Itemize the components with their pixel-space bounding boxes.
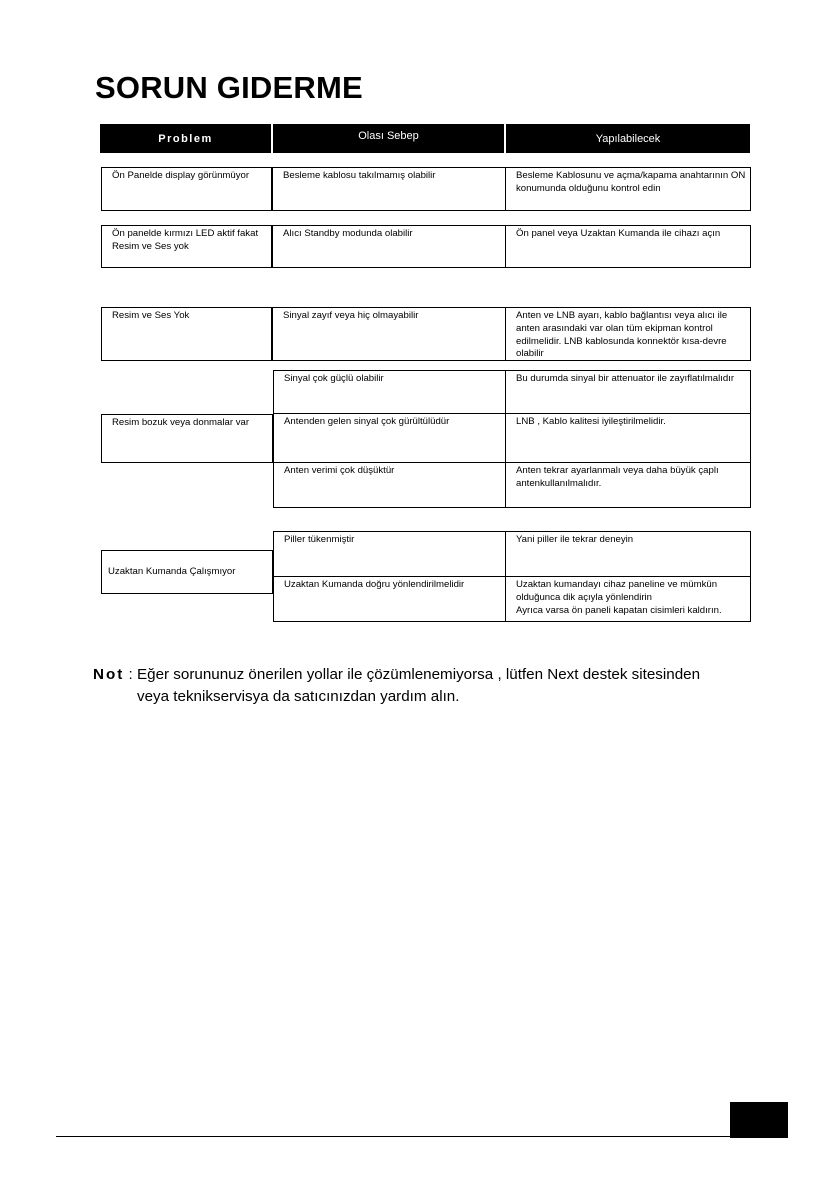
- row4-cause-1: Sinyal çok güçlü olabilir: [273, 370, 506, 414]
- row5-solution-1: Yani piller ile tekrar deneyin: [505, 531, 751, 577]
- row1-problem: Ön Panelde display görünmüyor: [101, 167, 272, 211]
- row3-problem: Resim ve Ses Yok: [101, 307, 272, 361]
- row5-solution-2-line1: Uzaktan kumandayı cihaz paneline ve mümkün olduğunca dik açıyla yönlendirin: [516, 579, 718, 603]
- row4-problem: Resim bozuk veya donmalar var: [101, 414, 273, 463]
- row2-solution: Ön panel veya Uzaktan Kumanda ile cihazı açın: [505, 225, 751, 268]
- row4-solution-2: LNB , Kablo kalitesi iyileştirilmelidir.: [505, 413, 751, 463]
- row5-cause-1: Piller tükenmiştir: [273, 531, 506, 577]
- row5-problem: Uzaktan Kumanda Çalışmıyor: [101, 550, 273, 594]
- row1-cause: Besleme kablosu takılmamış olabilir: [272, 167, 506, 211]
- note-label: Not: [93, 666, 125, 683]
- row2-cause: Alıcı Standby modunda olabilir: [272, 225, 506, 268]
- row2-problem: Ön panelde kırmızı LED aktif fakat Resim ve Ses yok: [101, 225, 272, 268]
- row5-solution-2: [505, 576, 751, 622]
- page-title: SORUN GIDERME: [95, 70, 363, 105]
- note-line1: : Eğer sorununuz önerilen yollar ile çözümlenemiyorsa , lütfen Next destek sitesinden: [128, 666, 701, 683]
- row1-solution: Besleme Kablosunu ve açma/kapama anahtarının ON konumunda olduğunu kontrol edin: [505, 167, 751, 211]
- page-number-tab: [730, 1102, 788, 1138]
- footer-rule: [56, 1136, 788, 1137]
- row4-solution-3: Anten tekrar ayarlanmalı veya daha büyük çaplı antenkullanılmalıdır.: [505, 462, 751, 508]
- row4-cause-2: Antenden gelen sinyal çok gürültülüdür: [273, 413, 506, 463]
- row5-cause-2: Uzaktan Kumanda doğru yönlendirilmelidir: [273, 576, 506, 622]
- row5-solution-2-line2: Ayrıca varsa ön paneli kapatan cisimleri kaldırın.: [516, 604, 722, 616]
- header-cause: Olası Sebep: [273, 124, 504, 153]
- row4-cause-3: Anten verimi çok düşüktür: [273, 462, 506, 508]
- note: [93, 664, 773, 708]
- header-problem: Problem: [100, 124, 271, 153]
- row3-solution: Anten ve LNB ayarı, kablo bağlantısı veya alıcı ile anten arasındaki var olan tüm ekipman kontrol edilmelidir. LNB kablosunda konnektör kısa-devre olabilir: [505, 307, 751, 361]
- row3-cause: Sinyal zayıf veya hiç olmayabilir: [272, 307, 506, 361]
- note-line2: veya teknikservisya da satıcınızdan yardım alın.: [137, 688, 460, 705]
- row4-solution-1: Bu durumda sinyal bir attenuator ile zayıflatılmalıdır: [505, 370, 751, 414]
- header-solution: Yapılabilecek: [506, 124, 750, 153]
